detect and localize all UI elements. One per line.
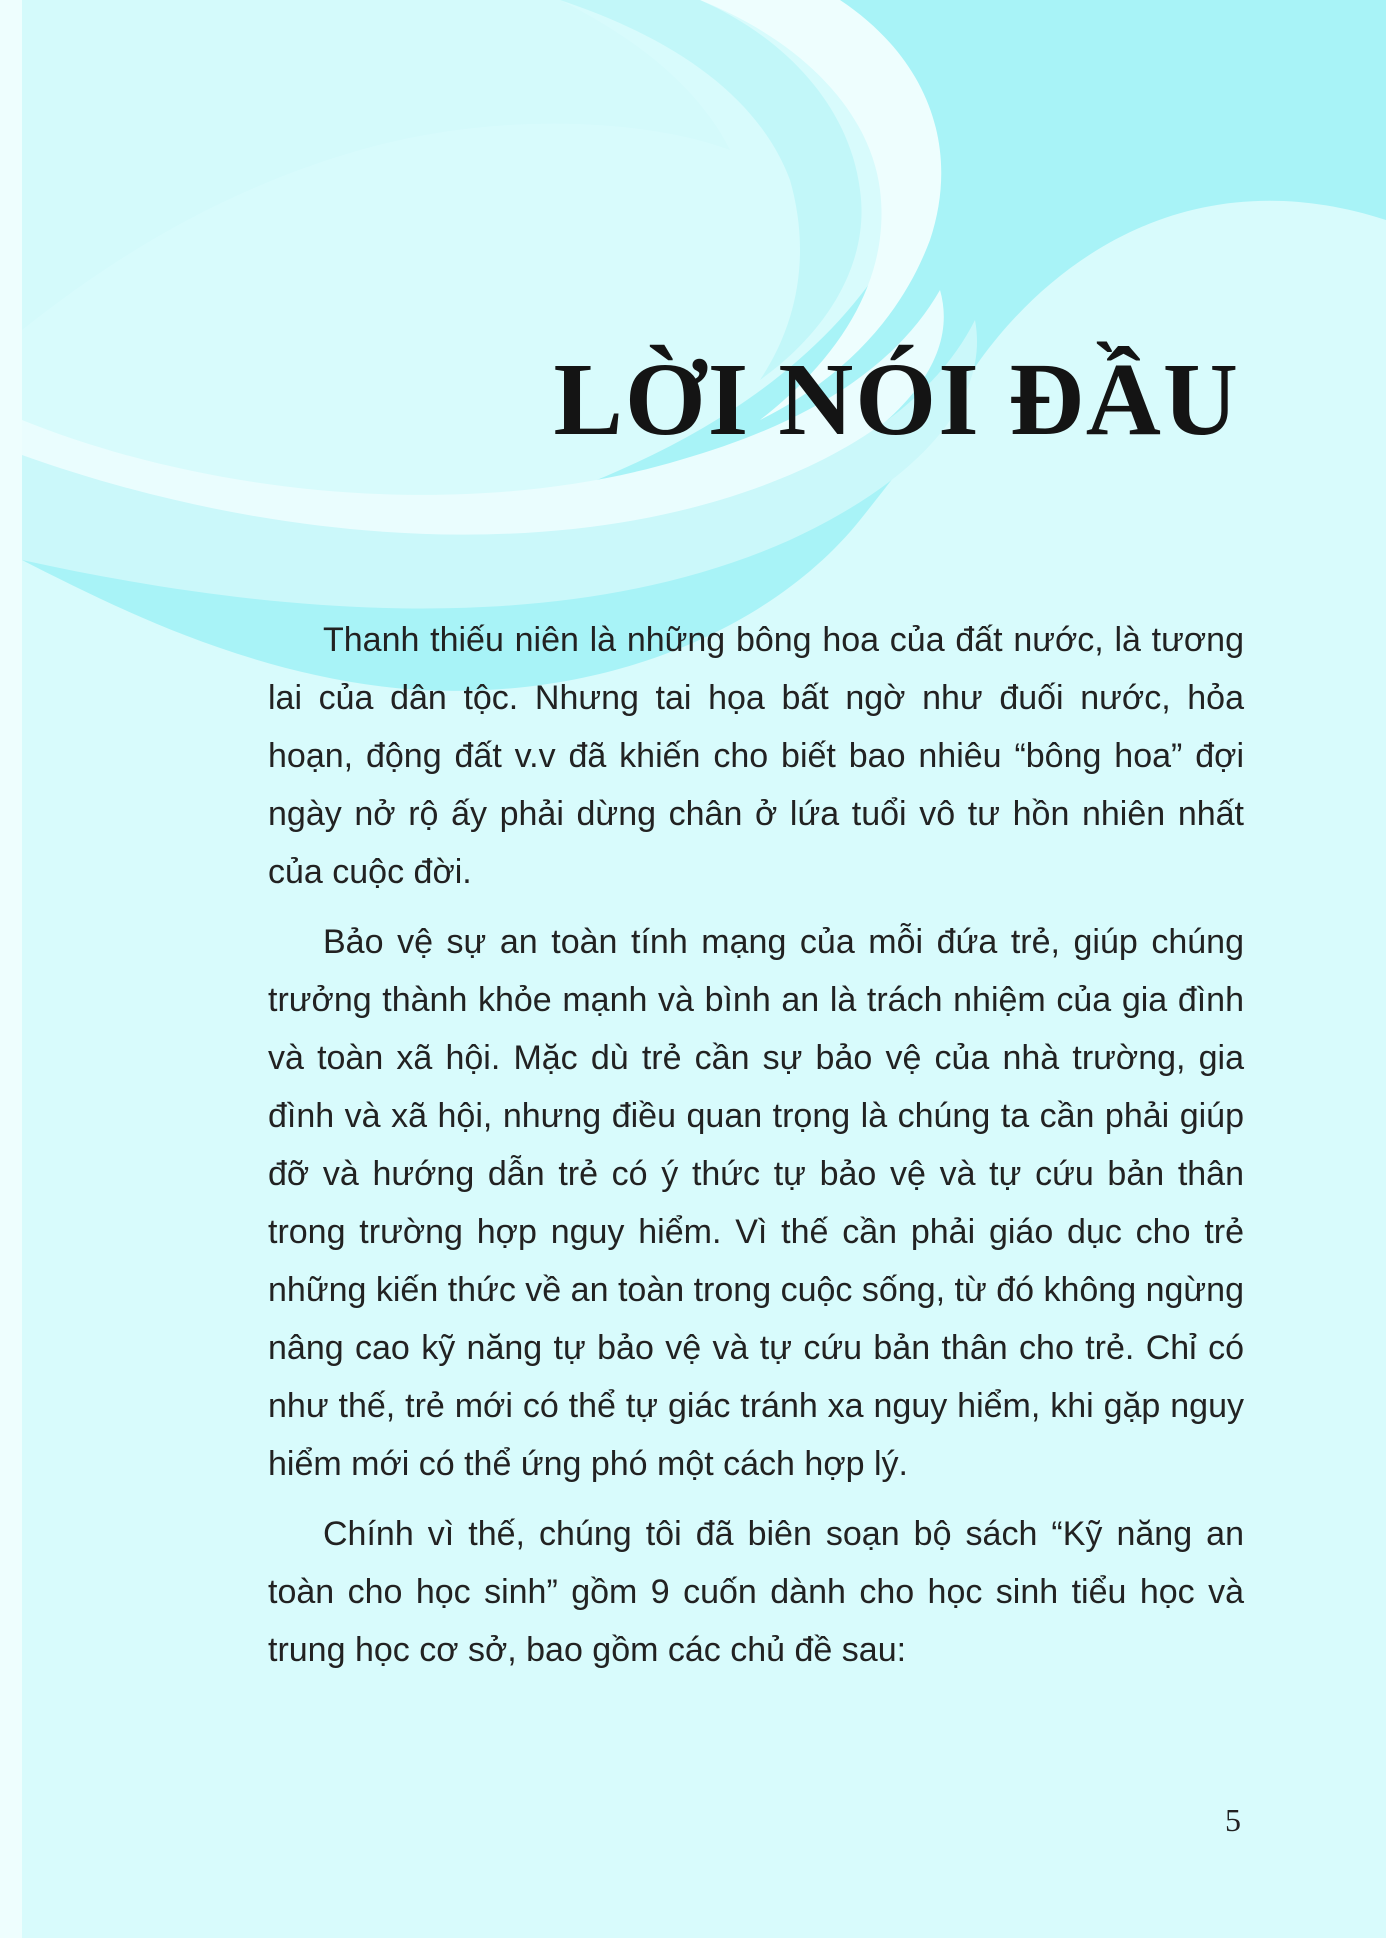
paragraph-3: Chính vì thế, chúng tôi đã biên soạn bộ sách “Kỹ năng an toàn cho học sinh” gồm 9 cuốn dành cho học sinh tiểu học và trung học cơ sở, bao gồm các chủ đề sau: (268, 1515, 1244, 1669)
swirl-top-left (22, 0, 730, 330)
page-number: 5 (1225, 1802, 1241, 1838)
page-title: LỜI NÓI ĐẦU (553, 342, 1240, 457)
body-text (268, 611, 1244, 1691)
paragraph-2: Bảo vệ sự an toàn tính mạng của mỗi đứa trẻ, giúp chúng trưởng thành khỏe mạnh và bình an là trách nhiệm của gia đình và toàn xã hội. Mặc dù trẻ cần sự bảo vệ của nhà trường, gia đình và xã hội, nhưng điều quan trọng là chúng ta cần phải giúp đỡ và hướng dẫn trẻ có ý thức tự bảo vệ và tự cứu bản thân trong trường hợp nguy hiểm. Vì thế cần phải giáo dục cho trẻ những kiến thức về an toàn trong cuộc sống, từ đó không ngừng nâng cao kỹ năng tự bảo vệ và tự cứu bản thân cho trẻ. Chỉ có như thế, trẻ mới có thể tự giác tránh xa nguy hiểm, khi gặp nguy hiểm mới có thể ứng phó một cách hợp lý. (268, 923, 1244, 1483)
paragraph-1: Thanh thiếu niên là những bông hoa của đất nước, là tương lai của dân tộc. Nhưng tai họa bất ngờ như đuối nước, hỏa hoạn, động đất v.v đã khiến cho biết bao nhiêu “bông hoa” đợi ngày nở rộ ấy phải dừng chân ở lứa tuổi vô tư hồn nhiên nhất của cuộc đời. (268, 621, 1244, 891)
